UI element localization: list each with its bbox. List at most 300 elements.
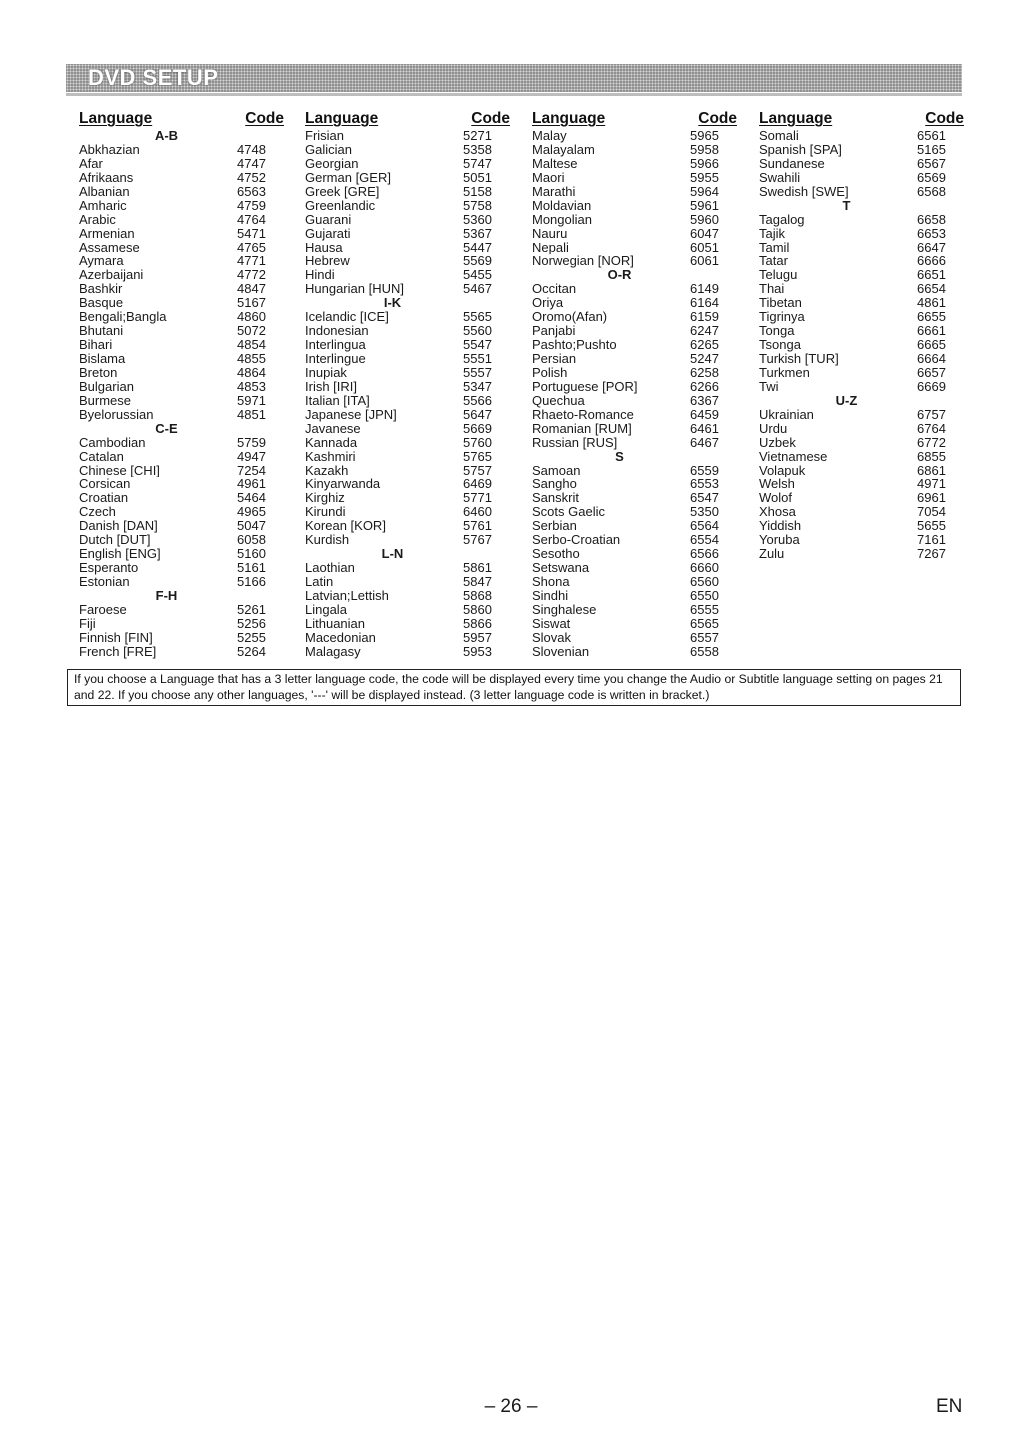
language-code: 5771 [463, 490, 492, 506]
banner-title: DVD SETUP [88, 65, 219, 90]
language-name: Portuguese [POR] [532, 379, 638, 394]
language-name: Korean [KOR] [305, 519, 386, 534]
language-row [759, 491, 964, 505]
language-name: Gujarati [305, 226, 351, 241]
language-row [79, 143, 284, 157]
language-name: Persian [532, 352, 577, 366]
language-code: 5264 [237, 643, 266, 659]
language-code: 5866 [463, 615, 492, 631]
language-name: Ukrainian [759, 407, 814, 422]
language-name: Faroese [79, 602, 127, 617]
language-row [79, 408, 284, 422]
language-code: 6561 [917, 128, 946, 143]
language-name: Greek [GRE] [305, 184, 380, 199]
language-row [759, 352, 964, 366]
language-code: 4748 [237, 141, 266, 157]
language-row [79, 199, 284, 213]
language-row [759, 338, 964, 352]
language-row [79, 282, 284, 296]
language-row [532, 394, 737, 408]
language-row [305, 603, 510, 617]
language-name: Shona [532, 575, 570, 589]
language-row [759, 547, 964, 561]
language-row [79, 450, 284, 464]
language-row [759, 436, 964, 450]
language-name: Japanese [JPN] [305, 407, 397, 422]
language-row [305, 143, 510, 157]
language-code: 6669 [917, 378, 946, 394]
language-code: 5051 [463, 169, 492, 185]
section-banner [66, 64, 962, 92]
language-name: Frisian [305, 129, 345, 143]
language-row [759, 505, 964, 519]
language-name: Kannada [305, 435, 358, 450]
language-code: 6460 [463, 504, 492, 520]
language-code-note: If you choose a Language that has a 3 letter language code, the code will be displayed every time you change the Audio or Subtitle language setting on pages 21 and 22. If you choose any other languages, '---' will be displayed instead. (3 letter language code is written in bracket.) [67, 669, 961, 706]
language-code: 6469 [463, 476, 492, 492]
language-row [759, 310, 964, 324]
language-name: Interlingua [305, 338, 366, 352]
language-name: Basque [79, 296, 124, 311]
language-code: 7161 [917, 532, 946, 548]
language-row [532, 380, 737, 394]
language-code: 6651 [917, 267, 946, 283]
language-name: Abkhazian [79, 142, 140, 157]
language-row [532, 213, 737, 227]
language-code: 6058 [237, 532, 266, 548]
code-header: Code [698, 110, 737, 127]
language-code: 5953 [463, 643, 492, 659]
language-name: Kinyarwanda [305, 477, 381, 492]
language-name: Volapuk [759, 463, 806, 478]
language-row [305, 645, 510, 659]
language-row [305, 589, 510, 603]
language-code: 6265 [690, 337, 719, 353]
language-code: 4847 [237, 281, 266, 297]
language-code: 6557 [690, 629, 719, 645]
language-row [305, 171, 510, 185]
language-row [305, 338, 510, 352]
language-row [305, 491, 510, 505]
language-code: 6047 [690, 225, 719, 241]
language-code: 5964 [690, 183, 719, 199]
language-row [759, 366, 964, 380]
language-code: 6159 [690, 309, 719, 325]
language-row [79, 533, 284, 547]
language-code: 6657 [917, 364, 946, 380]
language-name: Hungarian [HUN] [305, 282, 404, 297]
language-code: 6459 [690, 406, 719, 422]
language-code: 5360 [463, 211, 492, 227]
language-name: Bhutani [79, 324, 124, 339]
language-code: 5167 [237, 295, 266, 311]
language-code: 5471 [237, 225, 266, 241]
language-row [305, 324, 510, 338]
language-name: Setswana [532, 561, 590, 575]
language-code: 5271 [463, 128, 492, 143]
language-column-3 [532, 110, 737, 659]
language-code: 4947 [237, 448, 266, 464]
language-column-2 [305, 110, 510, 659]
language-code: 4855 [237, 351, 266, 366]
language-row [532, 561, 737, 575]
language-code: 5971 [237, 392, 266, 408]
language-code: 5161 [237, 560, 266, 576]
language-code: 5955 [690, 169, 719, 185]
language-name: Hausa [305, 240, 343, 255]
language-code: 5958 [690, 141, 719, 157]
language-code: 6555 [690, 601, 719, 617]
language-code: 5455 [463, 267, 492, 283]
language-name: Turkish [TUR] [759, 352, 839, 366]
language-row [79, 324, 284, 338]
language-name: Zulu [759, 547, 785, 562]
language-row [305, 505, 510, 519]
language-name: Uzbek [759, 435, 796, 450]
language-name: Italian [ITA] [305, 393, 370, 408]
language-row [79, 617, 284, 631]
language-code: 6653 [917, 225, 946, 241]
language-row [79, 310, 284, 324]
language-code: 5860 [463, 601, 492, 617]
language-row [532, 254, 737, 268]
language-row [79, 547, 284, 561]
column-header [79, 110, 284, 129]
language-row [79, 575, 284, 589]
language-name: Greenlandic [305, 198, 376, 213]
language-code: 6565 [690, 615, 719, 631]
language-name: Serbian [532, 519, 577, 534]
language-code: 5757 [463, 462, 492, 478]
language-row [79, 254, 284, 268]
language-name: English [ENG] [79, 547, 161, 562]
language-name: Tajik [759, 226, 786, 241]
language-code: 5464 [237, 490, 266, 506]
language-row [79, 268, 284, 282]
language-row [79, 561, 284, 575]
language-name: Scots Gaelic [532, 505, 605, 520]
language-name: German [GER] [305, 170, 391, 185]
language-name: Mongolian [532, 212, 592, 227]
language-code: 6666 [917, 253, 946, 269]
language-name: Welsh [759, 477, 795, 492]
language-row [79, 185, 284, 199]
language-name: Esperanto [79, 561, 139, 575]
language-row [532, 631, 737, 645]
language-header: Language [532, 110, 606, 127]
language-row [759, 324, 964, 338]
language-row [79, 603, 284, 617]
language-row [532, 575, 737, 589]
language-name: Aymara [79, 254, 124, 269]
language-row [79, 645, 284, 659]
language-row [532, 241, 737, 255]
language-row [532, 324, 737, 338]
language-row [532, 533, 737, 547]
language-name: Kirghiz [305, 491, 345, 506]
language-row [305, 436, 510, 450]
language-row [305, 575, 510, 589]
language-name: Interlingue [305, 352, 366, 366]
language-name: Estonian [79, 575, 130, 589]
language-name: Laothian [305, 561, 355, 575]
language-name: Afar [79, 156, 103, 171]
language-row [79, 213, 284, 227]
language-row [79, 477, 284, 491]
language-row [79, 491, 284, 505]
language-row [305, 561, 510, 575]
language-code: 4961 [237, 476, 266, 492]
language-code: 5255 [237, 629, 266, 645]
language-name: Galician [305, 142, 352, 157]
language-name: Breton [79, 365, 118, 380]
language-row [532, 547, 737, 561]
language-code: 6553 [690, 476, 719, 492]
language-code: 6772 [917, 434, 946, 450]
language-code: 5669 [463, 420, 492, 436]
language-code: 4864 [237, 364, 266, 380]
language-code: 5165 [917, 141, 946, 157]
language-name: Kashmiri [305, 449, 356, 464]
language-row [532, 603, 737, 617]
language-row [305, 310, 510, 324]
language-code: 6550 [690, 587, 719, 603]
language-code: 5569 [463, 253, 492, 269]
language-code: 6467 [690, 434, 719, 450]
section-heading: F-H [155, 587, 178, 603]
language-name: Bulgarian [79, 379, 134, 394]
language-code: 5961 [690, 197, 719, 213]
language-code: 6961 [917, 490, 946, 506]
language-code: 5247 [690, 351, 719, 366]
language-code: 4971 [917, 476, 946, 492]
language-name: Afrikaans [79, 170, 134, 185]
language-row [759, 533, 964, 547]
language-name: Yoruba [759, 533, 800, 548]
language-name: Siswat [532, 616, 571, 631]
language-name: Romanian [RUM] [532, 421, 632, 436]
language-code: 4765 [237, 239, 266, 255]
language-code: 6564 [690, 518, 719, 534]
language-code: 4860 [237, 309, 266, 325]
language-code: 5758 [463, 197, 492, 213]
language-code: 5256 [237, 615, 266, 631]
language-row [305, 282, 510, 296]
language-row [759, 464, 964, 478]
language-row [79, 394, 284, 408]
language-name: Bihari [79, 338, 113, 352]
language-row [79, 241, 284, 255]
language-code: 5560 [463, 323, 492, 339]
language-name: Sesotho [532, 547, 580, 562]
language-code: 6569 [917, 169, 946, 185]
language-row [759, 143, 964, 157]
language-name: Sangho [532, 477, 577, 492]
language-name: Malay [532, 129, 567, 143]
language-name: Turkmen [759, 365, 810, 380]
language-code: 6164 [690, 295, 719, 311]
language-name: Assamese [79, 240, 140, 255]
language-row [305, 422, 510, 436]
language-code: 5759 [237, 434, 266, 450]
language-code: 6658 [917, 211, 946, 227]
language-code: 5847 [463, 574, 492, 589]
language-code: 5158 [463, 183, 492, 199]
code-header: Code [925, 110, 964, 127]
language-name: Tigrinya [759, 310, 805, 325]
language-code: 5861 [463, 560, 492, 576]
language-name: Hindi [305, 268, 335, 283]
language-code: 6149 [690, 281, 719, 297]
section-heading: U-Z [835, 392, 858, 408]
section-heading: S [615, 448, 624, 464]
language-name: Tagalog [759, 212, 805, 227]
language-name: Cambodian [79, 435, 146, 450]
language-row [305, 617, 510, 631]
language-code: 4759 [237, 197, 266, 213]
language-row [759, 380, 964, 394]
language-name: Singhalese [532, 602, 597, 617]
language-name: Malayalam [532, 142, 595, 157]
language-code: 6367 [690, 392, 719, 408]
language-name: Telugu [759, 268, 798, 283]
language-name: Chinese [CHI] [79, 463, 160, 478]
language-name: Slovak [532, 630, 572, 645]
language-name: Tatar [759, 254, 788, 269]
language-row [532, 366, 737, 380]
language-name: Lingala [305, 602, 347, 617]
language-name: Danish [DAN] [79, 519, 158, 534]
language-row [305, 519, 510, 533]
language-code: 6664 [917, 351, 946, 366]
language-name: Albanian [79, 184, 130, 199]
language-row [532, 310, 737, 324]
language-name: Bislama [79, 352, 126, 366]
language-name: Icelandic [ICE] [305, 310, 389, 325]
language-row [532, 338, 737, 352]
language-code: 5047 [237, 518, 266, 534]
language-name: Occitan [532, 282, 577, 297]
language-row [79, 464, 284, 478]
language-name: Vietnamese [759, 449, 828, 464]
language-row [305, 631, 510, 645]
language-code: 5160 [237, 546, 266, 562]
language-code: 6560 [690, 574, 719, 589]
language-code: 6764 [917, 420, 946, 436]
language-name: Spanish [SPA] [759, 142, 842, 157]
language-code: 5072 [237, 323, 266, 339]
language-code: 5347 [463, 378, 492, 394]
language-row [79, 366, 284, 380]
language-name: Urdu [759, 421, 788, 436]
language-code: 6563 [237, 183, 266, 199]
language-row [305, 157, 510, 171]
language-code: 6547 [690, 490, 719, 506]
language-code: 4853 [237, 378, 266, 394]
section-heading: T [842, 197, 851, 213]
language-name: Tonga [759, 324, 795, 339]
language-name: Nepali [532, 240, 569, 255]
language-row [759, 227, 964, 241]
section-heading: L-N [381, 546, 404, 562]
language-row [532, 477, 737, 491]
language-code: 6258 [690, 364, 719, 380]
language-code: 5761 [463, 518, 492, 534]
section-heading: C-E [155, 420, 178, 436]
page-number: – 26 – [484, 1396, 538, 1417]
language-code: 5551 [463, 351, 492, 366]
language-row [759, 171, 964, 185]
language-row [532, 617, 737, 631]
language-row [79, 380, 284, 394]
language-code: 5965 [690, 128, 719, 143]
language-row [759, 213, 964, 227]
language-name: Slovenian [532, 644, 590, 659]
language-row [759, 450, 964, 464]
language-row [79, 227, 284, 241]
language-name: Xhosa [759, 505, 796, 520]
code-header: Code [471, 110, 510, 127]
language-row [759, 254, 964, 268]
language-name: Tsonga [759, 338, 801, 352]
language-row [305, 227, 510, 241]
language-row [305, 185, 510, 199]
language-row [759, 408, 964, 422]
column-header [305, 110, 510, 129]
language-code: 6051 [690, 239, 719, 255]
language-row [305, 129, 510, 143]
language-row [79, 338, 284, 352]
language-code: 6566 [690, 546, 719, 562]
language-code: 6661 [917, 323, 946, 339]
language-name: Rhaeto-Romance [532, 407, 634, 422]
language-row [79, 157, 284, 171]
language-row [79, 519, 284, 533]
language-name: Byelorussian [79, 407, 154, 422]
language-row [305, 352, 510, 366]
language-row [305, 380, 510, 394]
language-name: Twi [759, 379, 779, 394]
language-name: Nauru [532, 226, 568, 241]
language-row [79, 352, 284, 366]
language-header: Language [759, 110, 833, 127]
column-header [532, 110, 737, 129]
language-row [759, 241, 964, 255]
language-code: 5557 [463, 364, 492, 380]
language-row [532, 436, 737, 450]
language-header: Language [79, 110, 153, 127]
language-row [532, 143, 737, 157]
language-name: Latvian;Lettish [305, 588, 389, 603]
language-code: 5547 [463, 337, 492, 353]
language-name: Bengali;Bangla [79, 310, 167, 325]
language-name: Tibetan [759, 296, 802, 311]
language-name: Indonesian [305, 324, 369, 339]
language-name: Arabic [79, 212, 116, 227]
language-row [759, 519, 964, 533]
language-name: Kazakh [305, 463, 349, 478]
language-name: Quechua [532, 393, 585, 408]
language-row [532, 185, 737, 199]
language-code: 6558 [690, 643, 719, 659]
language-name: Fiji [79, 616, 96, 631]
language-code: 5358 [463, 141, 492, 157]
language-name: Maori [532, 170, 565, 185]
language-name: Oriya [532, 296, 564, 311]
language-row [532, 519, 737, 533]
language-name: Serbo-Croatian [532, 533, 621, 548]
language-header: Language [305, 110, 379, 127]
